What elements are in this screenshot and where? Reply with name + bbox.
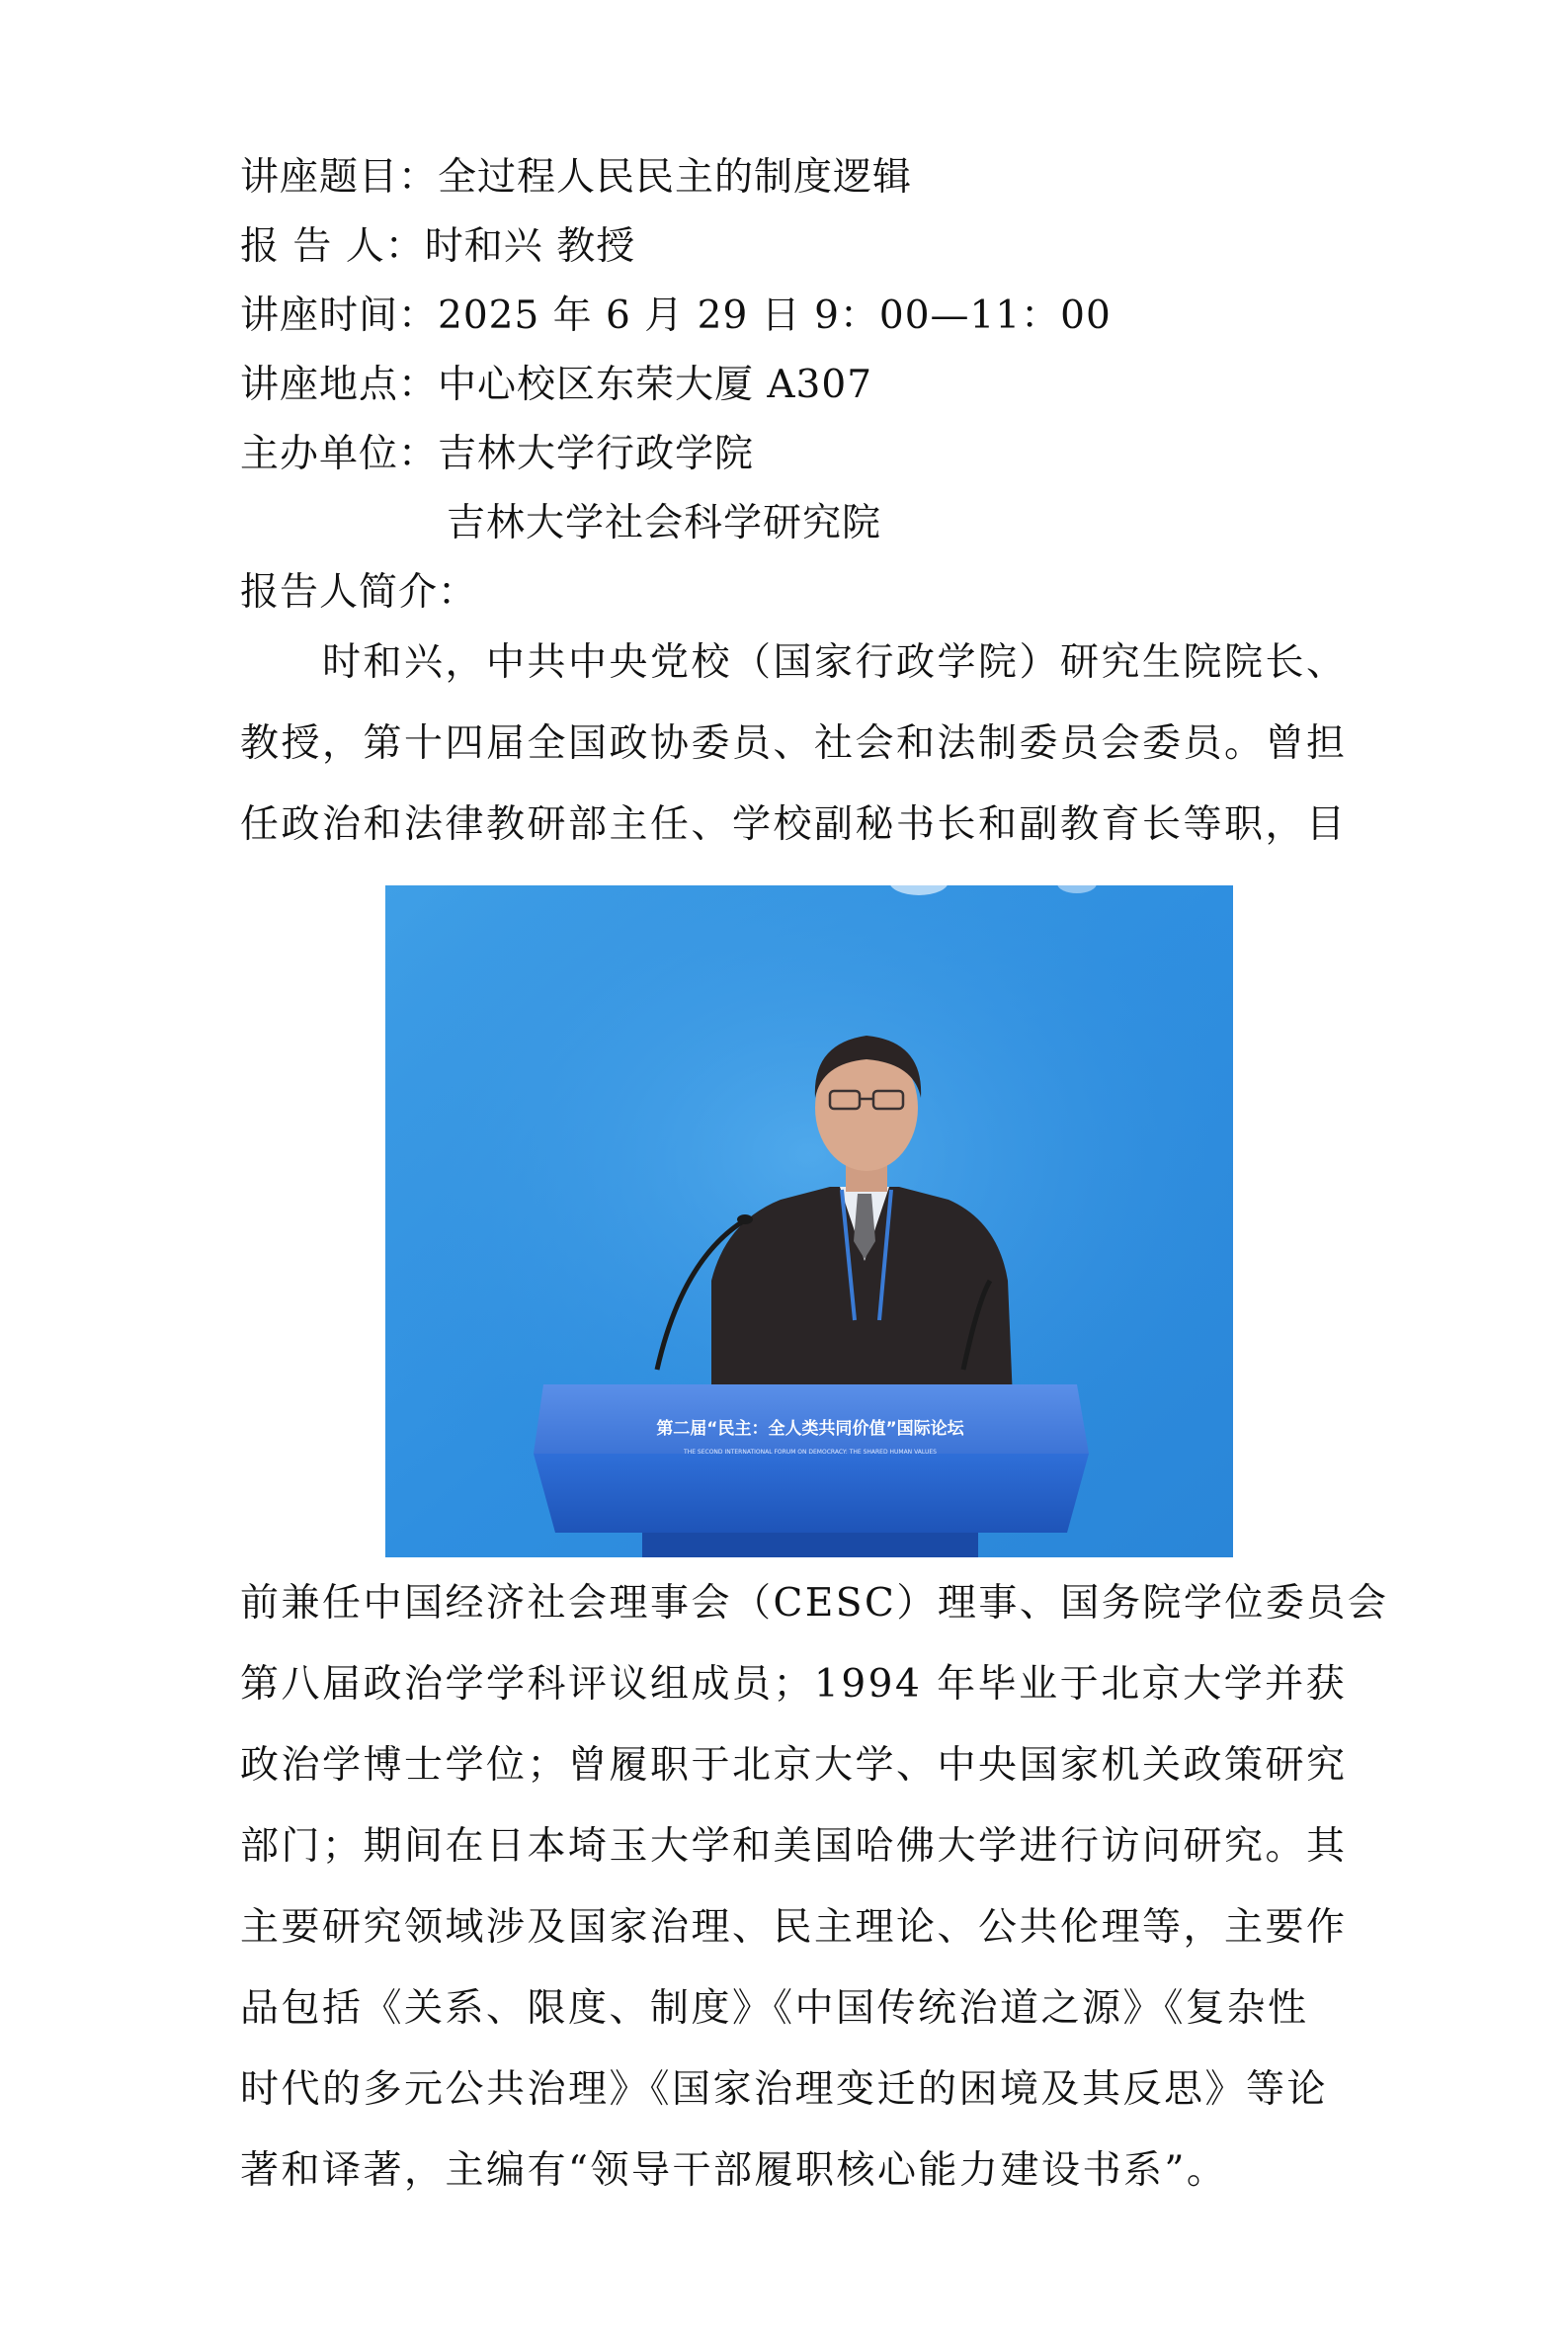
bio-line: 教授，第十四届全国政协委员、社会和法制委员会委员。曾担 bbox=[240, 721, 1348, 766]
bio-line: 前兼任中国经济社会理事会（CESC）理事、国务院学位委员会 bbox=[240, 1581, 1389, 1626]
bio-line: 第八届政治学学科评议组成员；1994 年毕业于北京大学并获 bbox=[240, 1662, 1348, 1707]
bio-line: 时代的多元公共治理》《国家治理变迁的困境及其反思》等论 bbox=[240, 2067, 1329, 2112]
lecture-time: 讲座时间：2025 年 6 月 29 日 9：00—11：00 bbox=[240, 293, 1112, 338]
podium-title: 第二届“民主：全人类共同价值”国际论坛 bbox=[656, 1419, 964, 1439]
bio-line: 主要研究领域涉及国家治理、民主理论、公共伦理等，主要作 bbox=[240, 1905, 1348, 1950]
bio-paragraph-bottom bbox=[240, 1563, 1389, 2212]
bio-line: 时和兴，中共中央党校（国家行政学院）研究生院院长、 bbox=[240, 640, 1348, 685]
lecture-organizer-2: 吉林大学社会科学研究院 bbox=[447, 501, 882, 545]
lecture-place: 讲座地点：中心校区东荣大厦 A307 bbox=[240, 363, 873, 407]
lecture-topic: 讲座题目：全过程人民民主的制度逻辑 bbox=[240, 155, 913, 200]
bio-line: 任政治和法律教研部主任、学校副秘书长和副教育长等职，目 bbox=[240, 802, 1348, 847]
bio-line: 著和译著，主编有“领导干部履职核心能力建设书系”。 bbox=[240, 2148, 1228, 2193]
bio-paragraph-top bbox=[240, 623, 1348, 866]
bio-line: 政治学博士学位；曾履职于北京大学、中央国家机关政策研究 bbox=[240, 1743, 1348, 1788]
speaker-photo bbox=[385, 885, 1233, 1557]
lecture-speaker: 报 告 人：时和兴 教授 bbox=[240, 224, 636, 269]
lecture-organizer-1: 主办单位：吉林大学行政学院 bbox=[240, 432, 755, 476]
bio-heading: 报告人简介： bbox=[240, 570, 478, 615]
bio-line: 部门；期间在日本埼玉大学和美国哈佛大学进行访问研究。其 bbox=[240, 1824, 1348, 1869]
bio-line: 品包括《关系、限度、制度》《中国传统治道之源》《复杂性 bbox=[240, 1986, 1309, 2031]
podium-subtitle: THE SECOND INTERNATIONAL FORUM ON DEMOCRACY: THE SHARED HUMAN VALUES bbox=[684, 1449, 937, 1456]
